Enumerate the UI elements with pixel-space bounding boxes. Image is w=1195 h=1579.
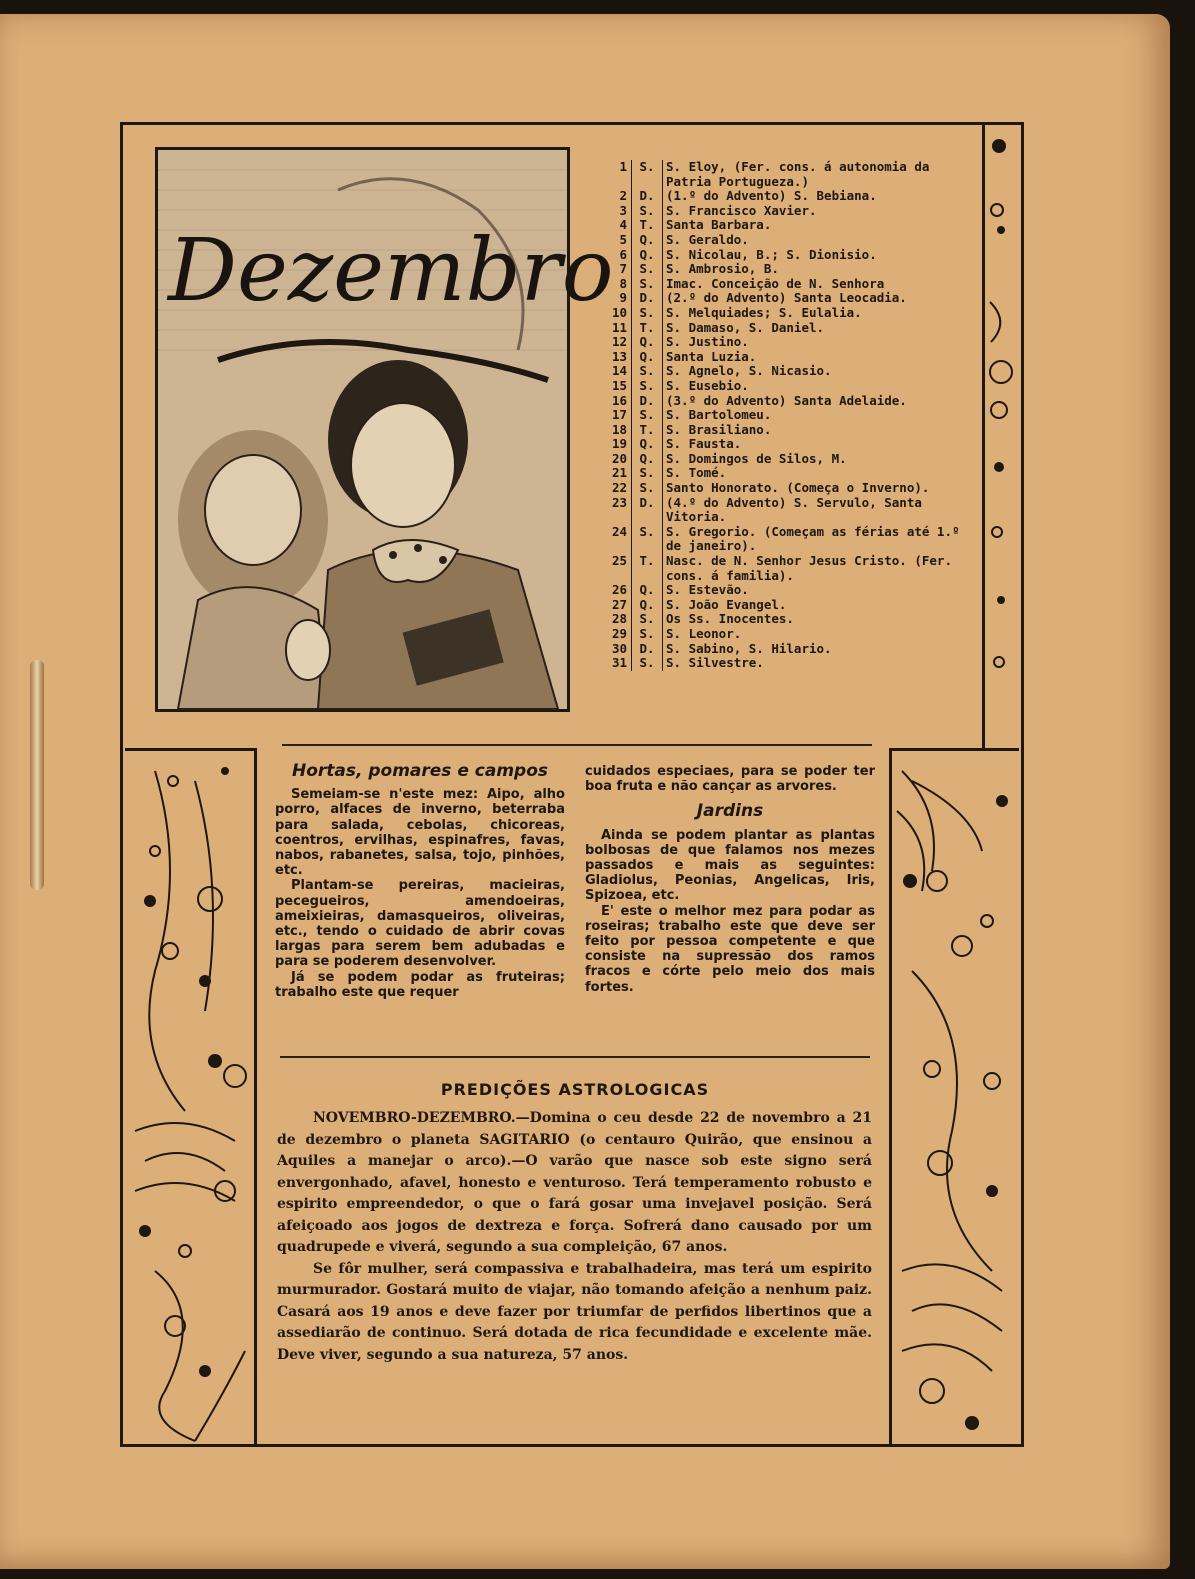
- calendar-weekday: D.: [631, 496, 663, 525]
- calendar-saint: (4.º do Advento) S. Servulo, Santa Vitoria.: [666, 494, 922, 525]
- calendar-day: 18: [611, 421, 627, 437]
- calendar-row: [600, 262, 970, 277]
- calendar-saint: S. Agnelo, S. Nicasio.: [666, 363, 832, 379]
- calendar-saint: (1.º do Advento) S. Bebiana.: [666, 188, 877, 204]
- calendar-day: 4: [619, 217, 627, 233]
- calendar-weekday: S.: [631, 306, 663, 321]
- calendar-row: [600, 656, 970, 671]
- calendar-row: [600, 642, 970, 657]
- calendar-weekday: T.: [631, 423, 663, 438]
- month-title: Dezembro: [168, 221, 614, 321]
- calendar-day: 27: [611, 596, 627, 612]
- calendar-weekday: D.: [631, 291, 663, 306]
- calendar-row: [600, 218, 970, 233]
- calendar-saint: (3.º do Advento) Santa Adelaide.: [666, 392, 907, 408]
- calendar-saint: Os Ss. Inocentes.: [666, 611, 794, 627]
- calendar-weekday: S.: [631, 612, 663, 627]
- calendar-weekday: Q.: [631, 350, 663, 365]
- calendar-saint: S. Gregorio. (Começam as férias até 1.º de janeiro).: [666, 523, 960, 554]
- calendar-day: 31: [611, 655, 627, 671]
- children-illustration: [158, 150, 614, 709]
- right-decor-strip: [982, 122, 1020, 748]
- astro-paragraph-1: NOVEMBRO-DEZEMBRO.—Domina o ceu desde 22 de novembro a 21 de dezembro o planeta SAGITARIO (o centauro Quirão, que ensinou a Aquiles a manejar o arco).—O varão que nasce sob este signo será envergonhado, afavel, honesto e venturoso. Terá temperamento robusto e espirito empreendedor, o que o fará gosar uma invejavel posição. Será afeiçoado aos jogos de dextreza e força. Sofrerá dano causado por um quadrupede e viverá, segundo a sua compleição, 67 anos.: [277, 1110, 872, 1255]
- calendar-saint: S. Estevão.: [666, 582, 749, 598]
- calendar-weekday: S.: [631, 277, 663, 292]
- calendar-saint: S. Silvestre.: [666, 655, 764, 671]
- hortas-paragraph-2: Plantam-se pereiras, macieiras, pecegueiros, amendoeiras, ameixieiras, damasqueiros, oliveiras, etc., tendo o cuidado de abrir covas largas para serem bem adubadas e para se poderem desenvolver.: [275, 878, 565, 970]
- calendar-saint: S. Domingos de Silos, M.: [666, 450, 847, 466]
- right-strip-decoration: [985, 122, 1019, 742]
- calendar-saint: Nasc. de N. Senhor Jesus Cristo. (Fer. cons. á familia).: [666, 553, 952, 583]
- calendar-row: [600, 481, 970, 496]
- divider-top: [282, 744, 872, 746]
- calendar-row: [600, 627, 970, 642]
- calendar-row: [600, 160, 970, 189]
- calendar-day: 11: [611, 319, 627, 335]
- calendar-day: 25: [611, 553, 627, 569]
- calendar-day: 24: [611, 523, 627, 539]
- calendar-saint: S. Bartolomeu.: [666, 407, 772, 423]
- calendar-weekday: S.: [631, 656, 663, 671]
- calendar-saint: S. Sabino, S. Hilario.: [666, 640, 832, 656]
- calendar-saint: S. Tomé.: [666, 465, 727, 481]
- calendar-saint: (2.º do Advento) Santa Leocadia.: [666, 290, 907, 306]
- calendar-row: [600, 598, 970, 613]
- calendar-saint: S. Fausta.: [666, 436, 742, 452]
- calendar-day: 1: [619, 159, 627, 174]
- calendar-row: [600, 583, 970, 598]
- calendar-weekday: T.: [631, 554, 663, 583]
- calendar-weekday: Q.: [631, 335, 663, 350]
- calendar-saint: Santa Luzia.: [666, 348, 757, 364]
- calendar-day: 12: [611, 334, 627, 350]
- calendar-day: 5: [619, 231, 627, 247]
- calendar-day: 3: [619, 202, 627, 218]
- calendar-day: 17: [611, 407, 627, 423]
- calendar-weekday: Q.: [631, 583, 663, 598]
- calendar-day: 10: [611, 304, 627, 320]
- calendar-saint: S. João Evangel.: [666, 596, 787, 612]
- right-floral-decoration: [892, 751, 1018, 1443]
- calendar-day: 14: [611, 363, 627, 379]
- calendar-row: [600, 277, 970, 292]
- calendar-row: [600, 423, 970, 438]
- calendar-weekday: T.: [631, 321, 663, 336]
- calendar-weekday: Q.: [631, 233, 663, 248]
- calendar-weekday: S.: [631, 466, 663, 481]
- calendar-row: [600, 408, 970, 423]
- calendar-saint: S. Damaso, S. Daniel.: [666, 319, 825, 335]
- calendar-day: 7: [619, 261, 627, 277]
- calendar-row: [600, 335, 970, 350]
- calendar-row: [600, 379, 970, 394]
- hortas-paragraph-3-continued: cuidados especiaes, para se poder ter boa fruta e não cançar as arvores.: [585, 764, 875, 795]
- calendar-saint: S. Melquiades; S. Eulalia.: [666, 304, 862, 320]
- calendar-day: 29: [611, 626, 627, 641]
- calendar-weekday: Q.: [631, 598, 663, 613]
- calendar-weekday: S.: [631, 408, 663, 423]
- calendar-row: [600, 466, 970, 481]
- calendar-saint: S. Eloy, (Fer. cons. á autonomia da Patria Portugueza.): [666, 159, 930, 189]
- calendar-day: 21: [611, 465, 627, 481]
- calendar-weekday: S.: [631, 262, 663, 277]
- calendar-weekday: S.: [631, 364, 663, 379]
- calendar-saint: S. Francisco Xavier.: [666, 202, 817, 218]
- calendar-weekday: T.: [631, 218, 663, 233]
- calendar-day: 6: [619, 246, 627, 262]
- calendar-row: [600, 291, 970, 306]
- calendar-day: 19: [611, 436, 627, 452]
- divider-middle: [280, 1056, 870, 1058]
- calendar-day: 8: [619, 275, 627, 291]
- calendar-day: 2: [619, 188, 627, 204]
- calendar-row: [600, 350, 970, 365]
- calendar-weekday: S.: [631, 525, 663, 554]
- calendar-day: 16: [611, 392, 627, 408]
- calendar-saint: S. Justino.: [666, 334, 749, 350]
- calendar-row: [600, 394, 970, 409]
- calendar-row: [600, 437, 970, 452]
- calendar-saint: Santo Honorato. (Começa o Inverno).: [666, 480, 930, 496]
- calendar-saint: S. Nicolau, B.; S. Dionisio.: [666, 246, 877, 262]
- astro-paragraph-2: Se fôr mulher, será compassiva e trabalhadeira, mas terá um espirito murmurador. Gostará muito de viajar, não tomando afeição a nenhum paiz. Casará aos 19 anos e deve fazer por triumfar de perfidos libertinos que a assediarão de continuo. Será dotada de rica fecundidade e excelente mãe. Deve viver, segundo a sua natureza, 57 anos.: [277, 1260, 872, 1363]
- calendar-row: [600, 306, 970, 321]
- calendar-weekday: Q.: [631, 248, 663, 263]
- calendar-day: 15: [611, 377, 627, 393]
- calendar-weekday: D.: [631, 642, 663, 657]
- calendar-row: [600, 554, 970, 583]
- calendar-day: 20: [611, 450, 627, 466]
- calendar-weekday: D.: [631, 394, 663, 409]
- calendar-day: 13: [611, 348, 627, 364]
- calendar-weekday: S.: [631, 481, 663, 496]
- calendar-row: [600, 612, 970, 627]
- calendar-day: 28: [611, 611, 627, 627]
- hortas-paragraph-3: Já se podem podar as fruteiras; trabalho este que requer: [275, 969, 565, 1000]
- binding-thread: [30, 660, 44, 890]
- calendar-row: [600, 452, 970, 467]
- astro-title: PREDIÇÕES ASTROLOGICAS: [440, 1080, 710, 1099]
- calendar-row: [600, 189, 970, 204]
- calendar-day: 23: [611, 494, 627, 510]
- calendar-saint: Imac. Conceição de N. Senhora: [666, 275, 885, 291]
- jardins-title: Jardins: [696, 801, 764, 822]
- calendar-saint: S. Ambrosio, B.: [666, 261, 779, 277]
- left-decor-panel: [125, 748, 257, 1445]
- calendar-saint: S. Geraldo.: [666, 231, 749, 247]
- jardins-column: [585, 764, 875, 995]
- hortas-column: [275, 761, 565, 1000]
- calendar-weekday: Q.: [631, 437, 663, 452]
- calendar-weekday: S.: [631, 627, 663, 642]
- month-illustration: [155, 147, 614, 712]
- calendar-row: [600, 496, 970, 525]
- calendar-saint: Santa Barbara.: [666, 217, 772, 233]
- right-decor-panel: [889, 748, 1019, 1445]
- calendar-row: [600, 248, 970, 263]
- left-floral-decoration: [125, 751, 253, 1443]
- calendar-day: 30: [611, 640, 627, 656]
- calendar-row: [600, 525, 970, 554]
- calendar-list: [600, 160, 970, 671]
- calendar-weekday: S.: [631, 160, 663, 189]
- astro-text: [277, 1108, 872, 1366]
- calendar-day: 26: [611, 582, 627, 598]
- calendar-saint: S. Leonor.: [666, 626, 742, 641]
- jardins-paragraph-2: E' este o melhor mez para podar as roseiras; trabalho este que deve ser feito por pessoa competente e que consiste na supressão dos ramos fracos e córte pelo meio dos mais fortes.: [585, 903, 875, 995]
- calendar-day: 9: [619, 290, 627, 306]
- calendar-saint: S. Eusebio.: [666, 377, 749, 393]
- calendar-row: [600, 233, 970, 248]
- calendar-row: [600, 204, 970, 219]
- calendar-weekday: D.: [631, 189, 663, 204]
- calendar-row: [600, 321, 970, 336]
- hortas-paragraph-1: Semeiam-se n'este mez: Aipo, alho porro, alfaces de inverno, beterraba para salada, cebolas, chicoreas, coentros, ervilhas, espinafres, favas, nabos, rabanetes, salsa, tojo, pinhões, etc.: [275, 787, 565, 879]
- calendar-weekday: S.: [631, 204, 663, 219]
- calendar-saint: S. Brasiliano.: [666, 421, 772, 437]
- hortas-title: Hortas, pomares e campos: [291, 761, 549, 781]
- calendar-row: [600, 364, 970, 379]
- calendar-weekday: Q.: [631, 452, 663, 467]
- jardins-paragraph-1: Ainda se podem plantar as plantas bolbosas de que falamos nos mezes passados e mais as seguintes: Gladiolus, Peonias, Angelicas, Iris, Spizoea, etc.: [585, 827, 875, 904]
- calendar-weekday: S.: [631, 379, 663, 394]
- calendar-day: 22: [611, 480, 627, 496]
